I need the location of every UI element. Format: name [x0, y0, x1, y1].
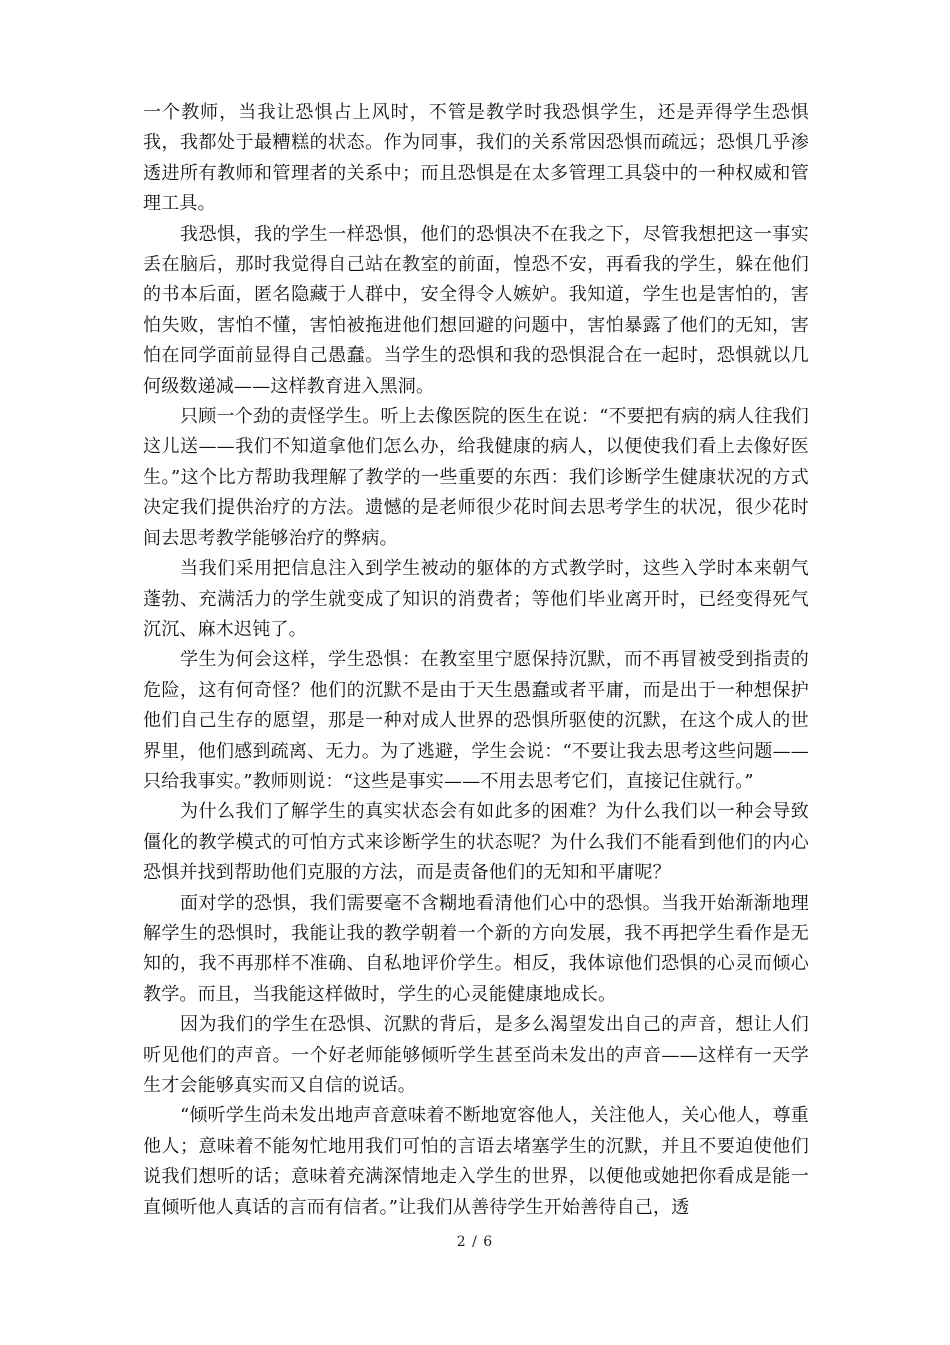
paragraph-9: “倾听学生尚未发出地声音意味着不断地宽容他人，关注他人，关心他人，尊重他人；意味着不能匆忙地用我们可怕的言语去堵塞学生的沉默，并且不要迫使他们说我们想听的话；意味着充满深情地走入学生的世界，以便他或她把你看成是能一直倾听他人真话的言而有信者。”让我们从善待学生开始善待自己，透 [143, 1105, 809, 1218]
paragraph-5: 学生为何会这样，学生恐惧：在教室里宁愿保持沉默，而不再冒被受到指责的危险，这有何奇怪？他们的沉默不是由于天生愚蠢或者平庸，而是出于一种想保护他们自己生存的愿望，那是一种对成人世界的恐惧所驱使的沉默，在这个成人的世界里，他们感到疏离、无力。为了逃避，学生会说：“不要让我去思考这些问题——只给我事实。”教师则说：“这些是事实——不用去思考它们，直接记住就行。” [143, 649, 809, 792]
paragraph-2: 我恐惧，我的学生一样恐惧，他们的恐惧决不在我之下，尽管我想把这一事实丢在脑后，那时我觉得自己站在教室的前面，惶恐不安，再看我的学生，躲在他们的书本后面，匿名隐藏于人群中，安全得令人嫉妒。我知道，学生也是害怕的，害怕失败，害怕不懂，害怕被拖进他们想回避的问题中，害怕暴露了他们的无知，害怕在同学面前显得自己愚蠢。当学生的恐惧和我的恐惧混合在一起时，恐惧就以几何级数递减——这样教育进入黑洞。 [143, 223, 809, 397]
paragraph-6: 为什么我们了解学生的真实状态会有如此多的困难？为什么我们以一种会导致僵化的教学模式的可怕方式来诊断学生的状态呢？为什么我们不能看到他们的内心恐惧并找到帮助他们克服的方法，而是责备他们的无知和平庸呢？ [143, 801, 809, 884]
paragraph-4: 当我们采用把信息注入到学生被动的躯体的方式教学时，这些入学时本来朝气蓬勃、充满活力的学生就变成了知识的消费者；等他们毕业离开时，已经变得死气沉沉、麻木迟钝了。 [143, 558, 809, 640]
paragraph-3: 只顾一个劲的责怪学生。听上去像医院的医生在说：“不要把有病的病人往我们这儿送——我们不知道拿他们怎么办，给我健康的病人，以便使我们看上去像好医生。”这个比方帮助我理解了教学的一些重要的东西：我们诊断学生健康状况的方式决定我们提供治疗的方法。遗憾的是老师很少花时间去思考学生的状况，很少花时间去思考教学能够治疗的弊病。 [143, 406, 809, 549]
paragraph-1: 一个教师，当我让恐惧占上风时，不管是教学时我恐惧学生，还是弄得学生恐惧我，我都处于最糟糕的状态。作为同事，我们的关系常因恐惧而疏远；恐惧几乎渗透进所有教师和管理者的关系中；而且恐惧是在太多管理工具袋中的一种权威和管理工具。 [143, 102, 809, 215]
body-text [143, 98, 809, 1223]
paragraph-8: 因为我们的学生在恐惧、沉默的背后，是多么渴望发出自己的声音，想让人们听见他们的声音。一个好老师能够倾听学生甚至尚未发出的声音——这样有一天学生才会能够真实而又自信的说话。 [143, 1014, 809, 1096]
page-number: 2 / 6 [456, 1234, 494, 1250]
paragraph-7: 面对学的恐惧，我们需要毫不含糊地看清他们心中的恐惧。当我开始渐渐地理解学生的恐惧时，我能让我的教学朝着一个新的方向发展，我不再把学生看作是无知的，我不再那样不准确、自私地评价学生。相反，我体谅他们恐惧的心灵而倾心教学。而且，当我能这样做时，学生的心灵能健康地成长。 [143, 892, 809, 1005]
